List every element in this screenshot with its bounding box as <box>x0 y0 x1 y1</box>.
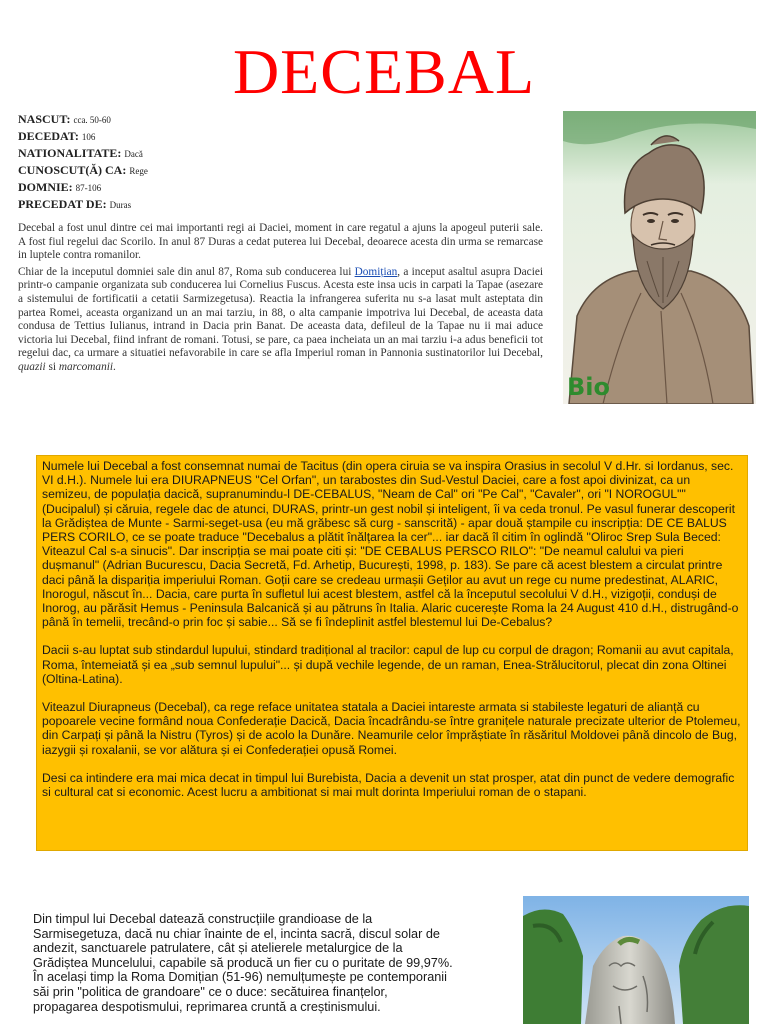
intro-paragraph-1: Decebal a fost unul dintre cei mai importanti regi ai Daciei, moment in care regatul a ajuns la apogeul puterii sale. A fost fiul regelui dac Scorilo. In anul 87 Duras a cedat puterea lui Decebal, deoarece acesta din urma se remarcase in luptele contra romanilor. <box>18 222 543 262</box>
fact-value: 106 <box>81 132 96 142</box>
fact-reign <box>18 179 318 196</box>
fact-label: NASCUT: <box>18 112 71 126</box>
decebal-portrait <box>563 111 756 404</box>
fact-known-as <box>18 162 318 179</box>
portrait-caption: Bio <box>567 373 611 401</box>
intro-text <box>18 222 543 378</box>
fact-preceded-by <box>18 196 318 213</box>
fact-value: Dacă <box>124 149 143 159</box>
info-paragraph-3: Viteazul Diurapneus (Decebal), ca rege reface unitatea statala a Daciei intareste armata si stabileste legaturi de alianță cu popoarele vecine formând noua Confederație Dacică, Dacia încadrându-se între granițele naturale precizate ulterior de Ptolemeu, din Carpați și până la Nistru (Tyros) și de acolo la Dunăre. Neamurile celor împrăștiate în răsăritul Moldovei până dincolo de Bug, iazygii și roxalanii, se vor alătura și ei Confederației opusă Romei. <box>42 700 741 757</box>
fact-label: DECEDAT: <box>18 129 79 143</box>
fact-born <box>18 111 318 128</box>
intro-p2-text: . <box>113 360 116 373</box>
fact-value: cca. 50-60 <box>73 115 111 125</box>
intro-p2-text: si <box>45 360 59 373</box>
page-title: DECEBAL <box>232 36 536 107</box>
fact-nationality <box>18 145 318 162</box>
fact-died <box>18 128 318 145</box>
info-box <box>36 455 748 851</box>
fact-value: Rege <box>129 166 148 176</box>
intro-p2-text: , a inceput asaltul asupra Daciei printr-o campanie organizata sub conducerea lui Cornelius Fuscus. Acesta este insa ucis in carpati la Tapae (asezare a sistemului de fortificatii a cetatii Sarmizegetusa). Reactia la infrangerea suferita nu s-a lasat mult asteptata din partea Romei, aceasta organizand un an mai tarziu, in 88, o alta campanie impotriva lui Decebal, de aceasta data condusa de Tettius Iulianus, intrand in Dacia prin Banat. De aceasta data, defileul de la Tapae nu ii mai aduce victoria lui Decebal, fiind infrant de romani. Totusi, se pare, ca paea incheiata un an mai tarziu i-a adus beneficii tot regelui dac, ca urmare a situatiei nefavorabile in care se afla Imperiul roman in Pannonia sustinatorilor lui Decebal, <box>18 265 543 360</box>
fact-value: Duras <box>109 200 132 210</box>
facts-list <box>18 111 318 213</box>
marcomani-term: marcomanii <box>58 360 113 373</box>
fact-label: PRECEDAT DE: <box>18 197 107 211</box>
info-paragraph-4: Desi ca intindere era mai mica decat in timpul lui Burebista, Dacia a devenit un stat prosper, atat din punct de vedere demografic si cultural cat si economic. Acest lucru a ambitionat si mai mult dorinta Imperiului roman de o stapani. <box>42 770 735 800</box>
bottom-paragraph: Din timpul lui Decebal datează construcțiile grandioase de la Sarmisegetuza, dacă nu chiar înainte de el, incinta sacră, discul solar de andezit, sanctuarele patrulatere, cât și atelierele metalurgice de la Grădiștea Muncelului, capabile să producă un fier cu o puritate de 99,97%. În același timp la Roma Domițian (51-96) nemulțumește pe contemporanii săi prin "politica de grandoare" ce o duce: secătuirea finanțelor, propagarea despotismului, reprimarea cruntă a creștinismului. <box>33 912 453 1014</box>
decebal-rock-photo <box>523 896 749 1024</box>
fact-label: NATIONALITATE: <box>18 146 122 160</box>
intro-p2-text: Chiar de la inceputul domniei sale din anul 87, Roma sub conducerea lui <box>18 265 355 278</box>
domitian-link[interactable]: Domițian <box>354 265 398 278</box>
fact-value: 87-106 <box>75 183 102 193</box>
intro-paragraph-2 <box>18 266 543 375</box>
fact-label: DOMNIE: <box>18 180 73 194</box>
info-paragraph-1: Numele lui Decebal a fost consemnat numai de Tacitus (din opera ciruia se va inspira Orasius in secolul V d.Hr. si Iordanus, sec. VI d.H.). Numele lui era DIURAPNEUS "Cel Orfan", un tarabostes din Sud-Vestul Daciei, care a fost apoi divinizat, ca un semizeu, de populația dacică, supranumindu-l DE-CEBALUS, "Neam de Cal" ori "Pe Cal", "Cavaler", ori "I NOROGUL"" (Ducipalul) și căruia, regele dac de atunci, DURAS, printr-un gest nobil și inteligent, îi va ceda tronul. Pe vasul funerar descoperit la Grădiștea de Munte - Sarmi-seget-usa (eu mă grăbesc să curg - sanscrită) - apar două ștampile cu inscripția: DE CE BALUS PERS CORILO, ce se poate traduce "Decebalus a plătit înălțarea la cer"... iar dacă îl citim în oglindă "Oliroc Srep Sula Beced: Viteazul Cal s-a sinucis". Dar inscripția se mai poate citi și: "DE CEBALUS PERSCO RILO": "De neamul calului va pieri dușmanul" (Adrian Bucurescu, Dacia Secretă, Fd. Arhetip, București, 1998, p. 183). Se pare că acest blestem a circulat printre daci până la dispariția imperiului Roman. Goții care se credeau urmașii Geților au avut un rege cu nume predestinat, ALARIC, Inorogul, născut în... Dacia, care purta în sufletul lui acest blestem, astfel că la începutul secolului V d.H., vizigoții, conduși de Inorog, au părăsit Hemus - Peninsula Balcanică și au pătruns în Italia. Alaric cucerește Roma la 24 August 410 d.H., distrugând-o până în temelii, trecând-o prin foc și sabie... Să se fi îndeplinit astfel blestemul lui De-Cebalus? <box>42 459 739 630</box>
info-paragraph-2: Dacii s-au luptat sub stindardul lupului, stindard tradițional al tracilor: capul de lup cu corpul de dragon; Romanii au avut capitala, Roma, întemeiată și ea „sub semnul lupului"... și după vechile legende, de un raman, Enea-Strălucitorul, plecat din zona Oltinei (Oltina-Latina). <box>42 643 734 686</box>
quazi-term: quazii <box>18 360 46 373</box>
fact-label: CUNOSCUT(Ă) CA: <box>18 163 127 177</box>
